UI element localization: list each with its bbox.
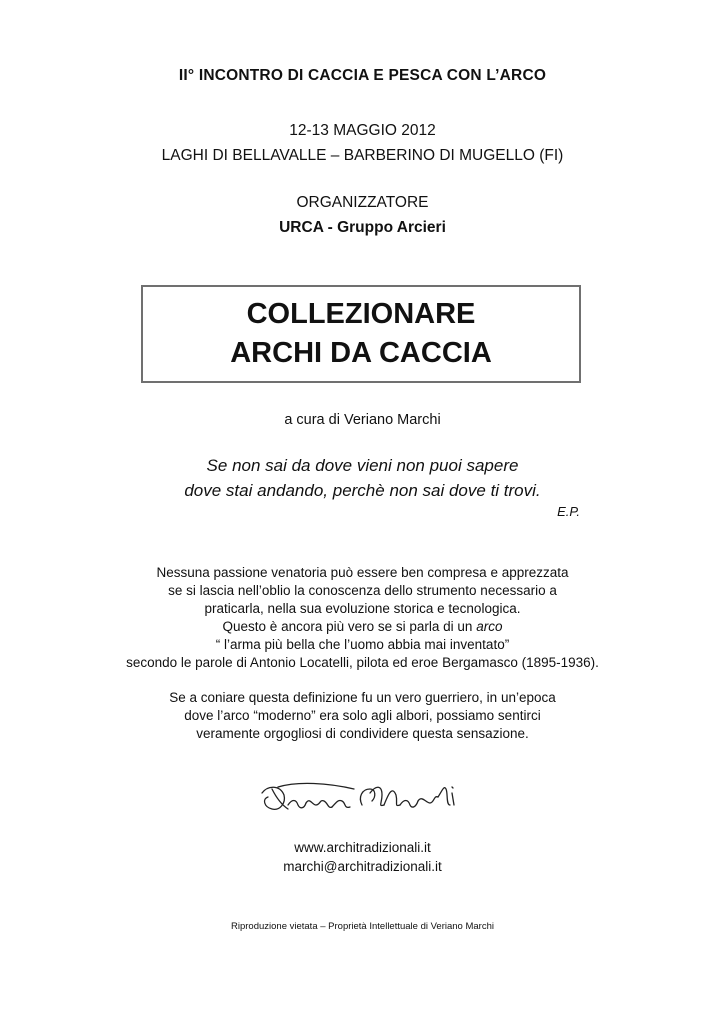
footer-notice: Riproduzione vietata – Proprietà Intellettuale di Veriano Marchi [231,921,494,932]
document-title-box [141,285,581,383]
website-link[interactable]: www.architradizionali.it [294,840,431,855]
paragraph1-line1: Nessuna passione venatoria può essere ben compresa e apprezzata [156,565,569,580]
quote-line-2: dove stai andando, perchè non sai dove ti trovi. [184,481,541,500]
paragraph2-line3: veramente orgogliosi di condividere questa sensazione. [196,726,529,741]
paragraph2-line2: dove l’arco “moderno” era solo agli albori, possiamo sentirci [184,708,541,723]
email-link[interactable]: marchi@architradizionali.it [283,859,442,874]
signature-image [258,775,468,825]
paragraph1-line6: secondo le parole di Antonio Locatelli, pilota ed eroe Bergamasco (1895-1936). [126,655,599,670]
quote-line-1: Se non sai da dove vieni non puoi sapere [206,456,519,475]
paragraph1-line4-italic: arco [476,619,503,634]
paragraph1-line5: “ l’arma più bella che l’uomo abbia mai inventato” [215,637,510,652]
paragraph1-line4-text: Questo è ancora più vero se si parla di un [222,619,477,634]
event-date: 12-13 MAGGIO 2012 [289,122,436,139]
paragraph1-line4 [0,619,725,634]
organizer-label: ORGANIZZATORE [296,194,429,211]
document-title-line1: COLLEZIONARE [246,298,476,330]
paragraph1-line3: praticarla, nella sua evoluzione storica e tecnologica. [204,601,521,616]
event-location: LAGHI DI BELLAVALLE – BARBERINO DI MUGELLO (FI) [161,147,564,164]
paragraph2-line1: Se a coniare questa definizione fu un vero guerriero, in un’epoca [169,690,556,705]
event-title: II° INCONTRO DI CACCIA E PESCA CON L’ARCO [178,67,547,84]
organizer-name: URCA - Gruppo Arcieri [279,219,446,236]
author-credit: a cura di Veriano Marchi [284,412,441,428]
paragraph1-line2: se si lascia nell’oblio la conoscenza dello strumento necessario a [168,583,557,598]
quote-attribution: E.P. [557,504,580,519]
document-title-line2: ARCHI DA CACCIA [230,337,492,369]
